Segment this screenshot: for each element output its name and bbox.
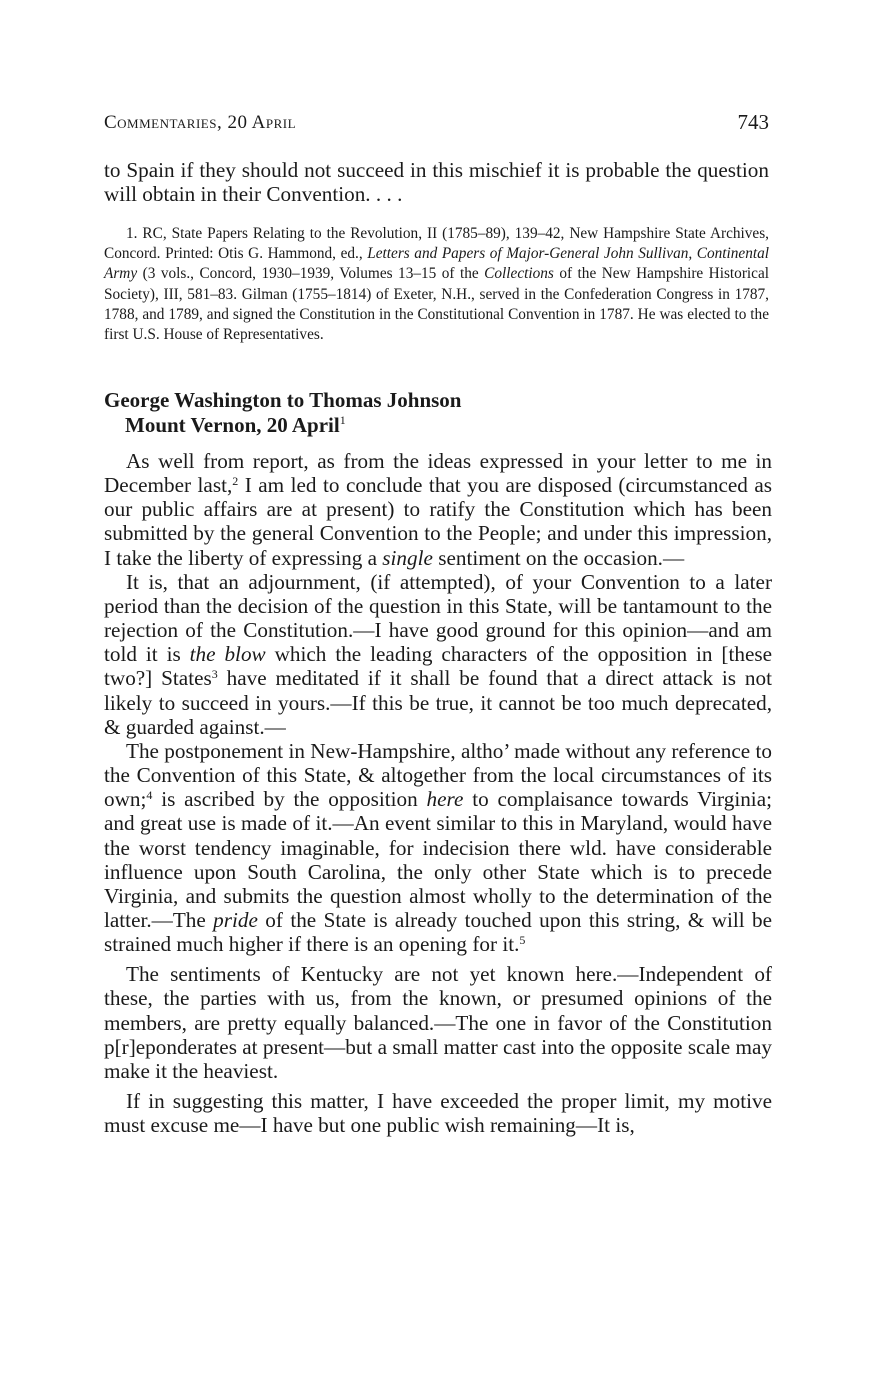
document-dateline xyxy=(104,413,769,438)
letter-paragraph: If in suggesting this matter, I have exceeded the proper limit, my motive must excuse me—I have but one public wish remaining—It is, xyxy=(104,1089,772,1138)
continued-text: to Spain if they should not succeed in this mischief it is probable the question will obtain in their Convention. . . . xyxy=(104,158,769,206)
footnote-series-title: Collections xyxy=(484,265,554,283)
italic-run: single xyxy=(382,545,433,570)
footnotes xyxy=(104,224,769,345)
text-run: of the State is already touched upon this string, & will be strained much higher if there is an opening for it. xyxy=(104,907,772,957)
text-run: I am led to conclude that you are disposed (circumstanced as our public affairs are at present) to ratify the Constitution which has been submitted by the general Convention to the People; and under this impression, I take the liberty of expressing a xyxy=(104,473,772,570)
footnote-ref: 1 xyxy=(339,413,346,427)
footnote-text: of the New Hampshire Historical Society), III, 581–83. Gilman (1755–1814) of Exeter, N.H., served in the Confederation Congress in 1787, 1788, and 1789, and signed the Constitution in the Constitutional Convention in 1787. He was elected to the first U.S. House of Representatives. xyxy=(104,265,770,344)
document-title: George Washington to Thomas Johnson xyxy=(104,388,462,412)
footnote-book-title: Letters and Papers of Major-General John Sullivan, Continental Army xyxy=(104,245,769,283)
text-run: which the leading characters of the opposition in [these two?] States xyxy=(104,642,772,691)
letter-paragraph xyxy=(104,739,772,956)
page-number: 743 xyxy=(737,110,769,134)
text-run: The postponement in New-Hampshire, altho’ made without any reference to the Convention of this State, & altogether from the local circumstances of its own; xyxy=(104,738,772,812)
footnote-1 xyxy=(104,224,769,345)
text-run: As well from report, as from the ideas expressed in your letter to me in December last, xyxy=(104,449,772,498)
text-run: sentiment on the occasion.— xyxy=(432,545,685,570)
footnote-ref: 4 xyxy=(146,788,153,803)
dateline-text: Mount Vernon, 20 April xyxy=(125,413,340,437)
italic-run: pride xyxy=(213,907,258,932)
footnote-ref: 5 xyxy=(519,933,526,948)
footnote-text: (3 vols., Concord, 1930–1939, Volumes 13–15 of the xyxy=(137,265,485,283)
letter-paragraph xyxy=(104,449,772,570)
letter-body xyxy=(104,449,772,1137)
italic-run: the blow xyxy=(189,642,266,667)
running-head-title: Commentaries, 20 April xyxy=(104,112,297,133)
continued-text-block xyxy=(104,158,769,206)
letter-paragraph: The sentiments of Kentucky are not yet known here.—Independent of these, the parties with us, from the known, or presumed opinions of the members, are pretty equally balanced.—The one in favor of the Constitution p[r]eponderates at present—but a small matter cast into the opposite scale may make it the heaviest. xyxy=(104,962,772,1083)
text-run: It is, that an adjournment, (if attempted), of your Convention to a later period than the decision of the question in this State, will be tantamount to the rejection of the Constitution.—I have good ground for this opinion—and am told it is xyxy=(104,569,772,667)
italic-run: here xyxy=(426,787,464,812)
running-head xyxy=(104,112,769,140)
footnote-text: 1. RC, State Papers Relating to the Revolution, II (1785–89), 139–42, New Hampshire State Archives, Concord. Printed: Otis G. Hammond, ed., xyxy=(104,225,769,263)
document-heading xyxy=(104,388,769,438)
text-run: is ascribed by the opposition xyxy=(152,787,427,812)
text-run: have meditated if it shall be found that a direct attack is not likely to succeed in yours.—If this be true, it cannot be too much deprecated, & guarded against.— xyxy=(104,666,772,739)
text-run: to complaisance towards Virginia; and great use is made of it.—An event similar to this in Maryland, would have the worst tendency imaginable, for indecision there wld. have considerable influence upon South Carolina, the only other State which is to precede Virginia, and submits the question almost wholly to the determination of the latter.—The xyxy=(104,787,772,932)
footnote-ref: 2 xyxy=(232,474,239,489)
footnote-ref: 3 xyxy=(211,667,218,682)
letter-paragraph xyxy=(104,570,772,739)
